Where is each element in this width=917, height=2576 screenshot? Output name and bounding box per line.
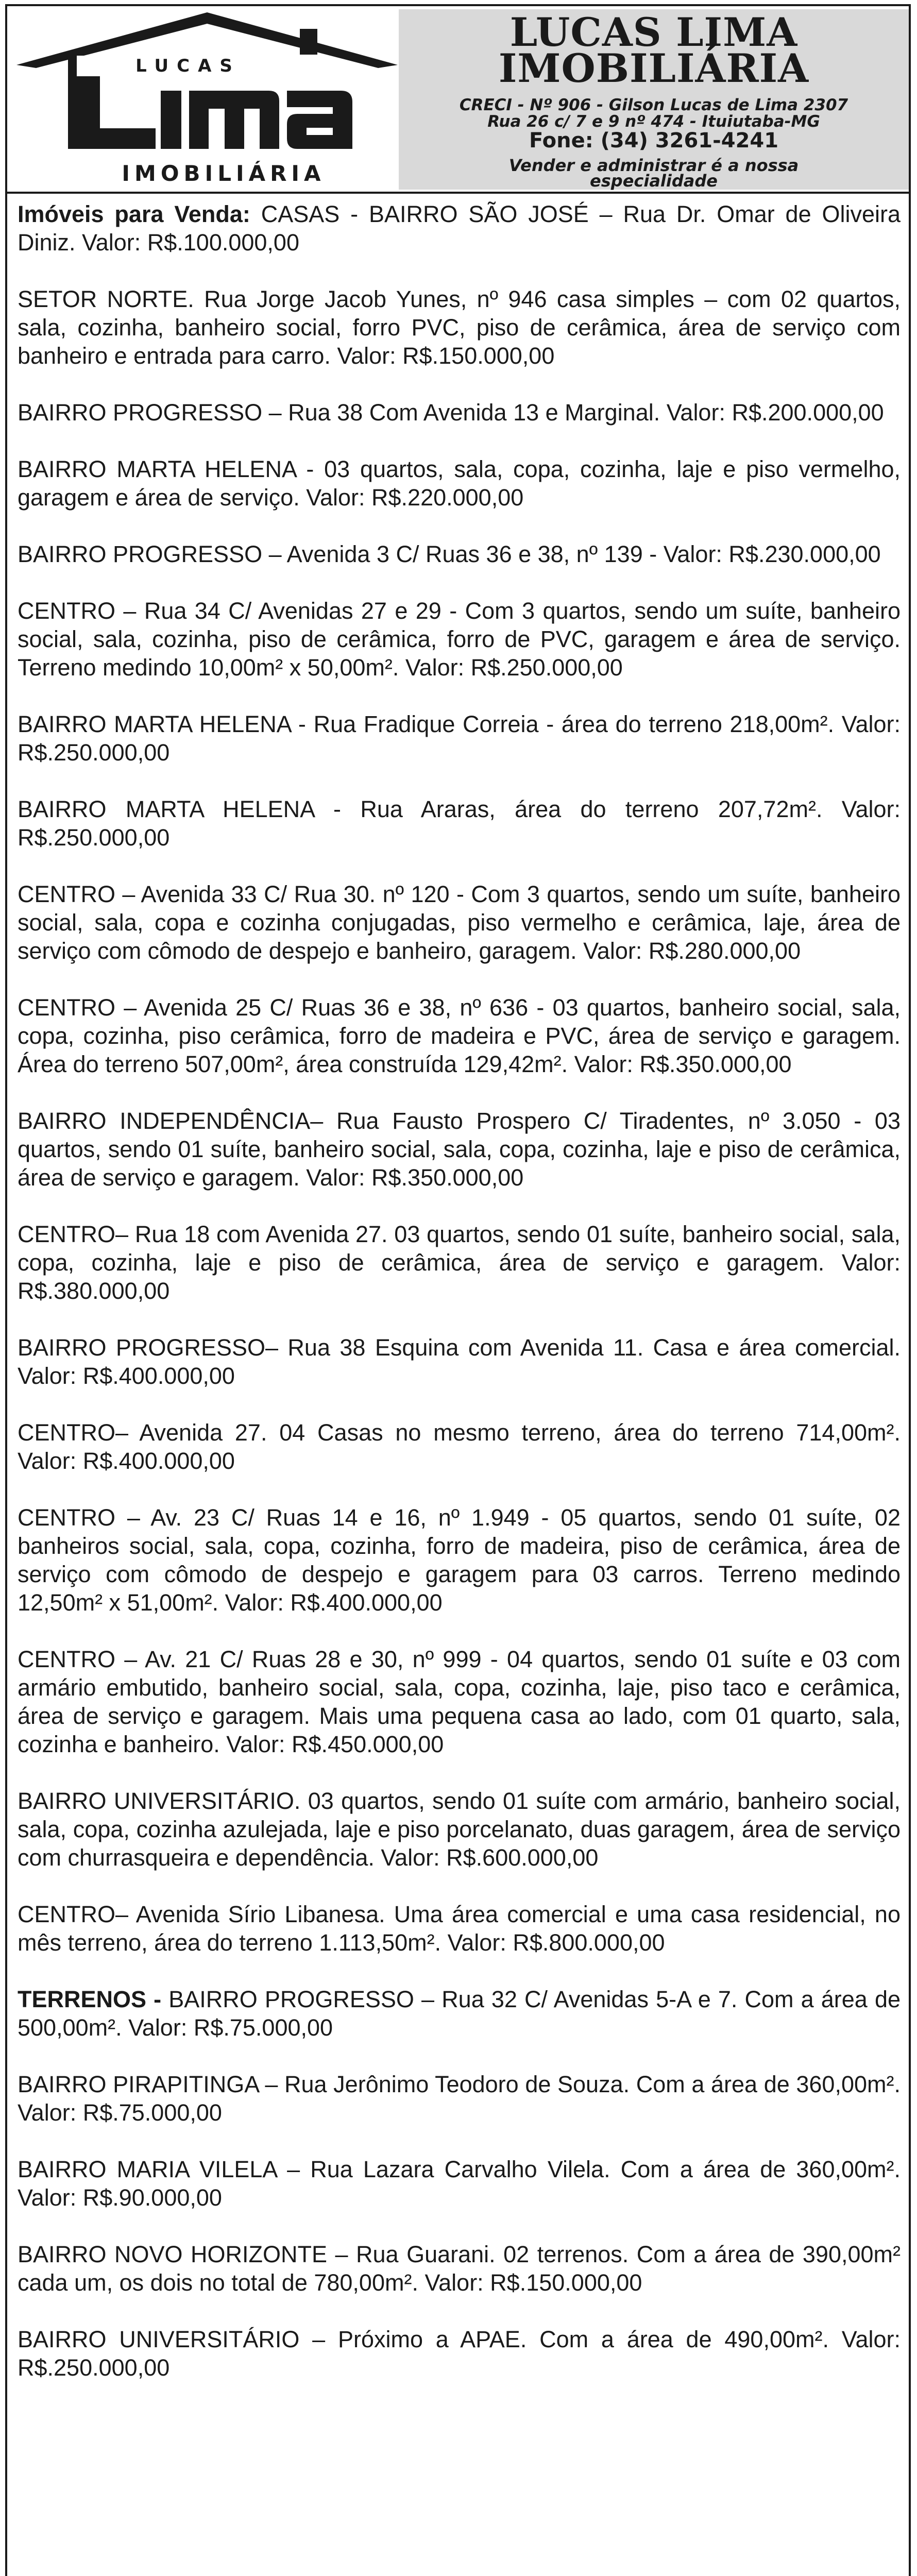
slogan-line2: especialidade [590,171,718,191]
phone-line: Fone: (34) 3261-4241 [529,129,779,152]
logo-subtitle: IMOBILIÁRIA [122,161,326,186]
listing-text: BAIRRO MARTA HELENA - Rua Fradique Correia - área do terreno 218,00m². Valor: R$.250.000,00 [18,711,901,766]
listing-text: CENTRO – Avenida 25 C/ Ruas 36 e 38, nº 636 - 03 quartos, banheiro social, sala, copa, cozinha, piso cerâmica, forro de madeira e PVC, área de serviço e garagem. Área do terreno 507,00m², área construída 129,42m². Valor: R$.350.000,00 [18,994,901,1077]
listing-text: BAIRRO MARTA HELENA - Rua Araras, área do terreno 207,72m². Valor: R$.250.000,00 [18,796,901,851]
listing-text: BAIRRO PROGRESSO– Rua 38 Esquina com Avenida 11. Casa e área comercial. Valor: R$.400.000,00 [18,1334,901,1389]
listing-item [18,455,901,512]
listing-text: SETOR NORTE. Rua Jorge Jacob Yunes, nº 946 casa simples – com 02 quartos, sala, cozinha, banheiro social, forro PVC, piso de cerâmica, área de serviço com banheiro e entrada para carro. Valor: R$.150.000,00 [18,286,901,369]
listing-lead: TERRENOS - [18,1986,162,2012]
listing-lead: Imóveis para Venda: [18,201,250,227]
listing-text: BAIRRO PROGRESSO – Rua 38 Com Avenida 13 e Marginal. Valor: R$.200.000,00 [18,399,884,426]
listing-item [18,540,901,568]
listing-item [18,1107,901,1192]
creci-line: CRECI - Nº 906 - Gilson Lucas de Lima 2307 [459,96,848,114]
listing-text: CENTRO – Av. 21 C/ Ruas 28 e 30, nº 999 - 04 quartos, sendo 01 suíte e 03 com armário embutido, banheiro social, sala, copa, cozinha, laje, piso taco e cerâmica, área de serviço e garagem. Mais uma pequena casa ao lado, com 01 quarto, sala, cozinha e banheiro. Valor: R$.450.000,00 [18,1646,901,1757]
listing-text: BAIRRO PROGRESSO – Rua 32 C/ Avenidas 5-A e 7. Com a área de 500,00m². Valor: R$.75.000,00 [18,1986,901,2041]
company-info-block [399,9,909,190]
listing-item [18,1985,901,2042]
listing-item [18,1900,901,1957]
listing-item [18,1645,901,1758]
listing-text: CENTRO– Rua 18 com Avenida 27. 03 quartos, sendo 01 suíte, banheiro social, sala, copa, cozinha, laje e piso de cerâmica, área de serviço e garagem. Valor: R$.380.000,00 [18,1221,901,1304]
listing-item [18,1333,901,1390]
listing-text: BAIRRO INDEPENDÊNCIA– Rua Fausto Prospero C/ Tiradentes, nº 3.050 - 03 quartos, sendo 01 suíte, banheiro social, sala, copa, cozinha, laje e piso de cerâmica, área de serviço e garagem. Valor: R$.350.000,00 [18,1108,901,1191]
listings-container [18,200,901,2410]
company-name-line2: IMOBILIÁRIA [498,45,809,91]
listing-item [18,993,901,1078]
ad-header [7,6,909,194]
listing-text: CENTRO – Rua 34 C/ Avenidas 27 e 29 - Com 3 quartos, sendo um suíte, banheiro social, sala, cozinha, piso de cerâmica, forro de PVC, garagem e área de serviço. Terreno medindo 10,00m² x 50,00m². Valor: R$.250.000,00 [18,598,901,681]
listing-item [18,2325,901,2382]
listing-item [18,880,901,965]
listing-item [18,1503,901,1617]
logo-word: LUCAS [77,56,299,76]
house-logo-icon [11,8,403,163]
listing-text: CENTRO – Av. 23 C/ Ruas 14 e 16, nº 1.949 - 05 quartos, sendo 01 suíte, 02 banheiros social, sala, copa, cozinha, forro de madeira, piso de cerâmica, área de serviço com cômodo de despejo e garagem para 03 carros. Terreno medindo 12,50m² x 51,00m². Valor: R$.400.000,00 [18,1504,901,1616]
listing-item [18,1787,901,1872]
address-line: Rua 26 c/ 7 e 9 nº 474 - Ituiutaba-MG [487,112,820,131]
listing-item [18,2070,901,2127]
listing-item [18,285,901,370]
listing-text: BAIRRO UNIVERSITÁRIO – Próximo a APAE. Com a área de 490,00m². Valor: R$.250.000,00 [18,2326,901,2381]
slogan [399,158,909,189]
listing-text: CENTRO– Avenida 27. 04 Casas no mesmo terreno, área do terreno 714,00m². Valor: R$.400.000,00 [18,1419,901,1474]
listing-text: CENTRO– Avenida Sírio Libanesa. Uma área comercial e uma casa residencial, no mês terreno, área do terreno 1.113,50m². Valor: R$.800.000,00 [18,1901,901,1956]
listing-text: CENTRO – Avenida 33 C/ Rua 30. nº 120 - Com 3 quartos, sendo um suíte, banheiro social, sala, copa e cozinha conjugadas, piso vermelho e cerâmica, laje, área de serviço com cômodo de despejo e banheiro, garagem. Valor: R$.280.000,00 [18,881,901,964]
listing-item [18,795,901,852]
ad-page [5,4,911,2576]
listing-item [18,2155,901,2212]
listing-item [18,398,901,427]
listing-text: BAIRRO NOVO HORIZONTE – Rua Guarani. 02 terrenos. Com a área de 390,00m² cada um, os dois no total de 780,00m². Valor: R$.150.000,00 [18,2241,901,2296]
listing-item [18,1418,901,1475]
listing-text: BAIRRO PIRAPITINGA – Rua Jerônimo Teodoro de Souza. Com a área de 360,00m². Valor: R$.75.000,00 [18,2071,901,2126]
company-name-line1: LUCAS LIMA [510,9,798,55]
listing-text: BAIRRO MARIA VILELA – Rua Lazara Carvalho Vilela. Com a área de 360,00m². Valor: R$.90.000,00 [18,2156,901,2211]
listing-item [18,2240,901,2297]
listing-item [18,1220,901,1305]
listing-text: BAIRRO MARTA HELENA - 03 quartos, sala, copa, cozinha, laje e piso vermelho, garagem e área de serviço. Valor: R$.220.000,00 [18,456,901,511]
listing-item [18,597,901,682]
listing-item [18,710,901,767]
listing-text: CASAS - BAIRRO SÃO JOSÉ – Rua Dr. Omar de Oliveira Diniz. Valor: R$.100.000,00 [18,201,901,256]
listing-item [18,200,901,257]
listing-text: BAIRRO PROGRESSO – Avenida 3 C/ Ruas 36 e 38, nº 139 - Valor: R$.230.000,00 [18,541,881,567]
slogan-line1: Vender e administrar é a nossa [508,156,799,175]
listing-text: BAIRRO UNIVERSITÁRIO. 03 quartos, sendo 01 suíte com armário, banheiro social, sala, copa, cozinha azulejada, laje e piso porcelanato, duas garagem, área de serviço com churrasqueira e dependência. Valor: R$.600.000,00 [18,1788,901,1871]
